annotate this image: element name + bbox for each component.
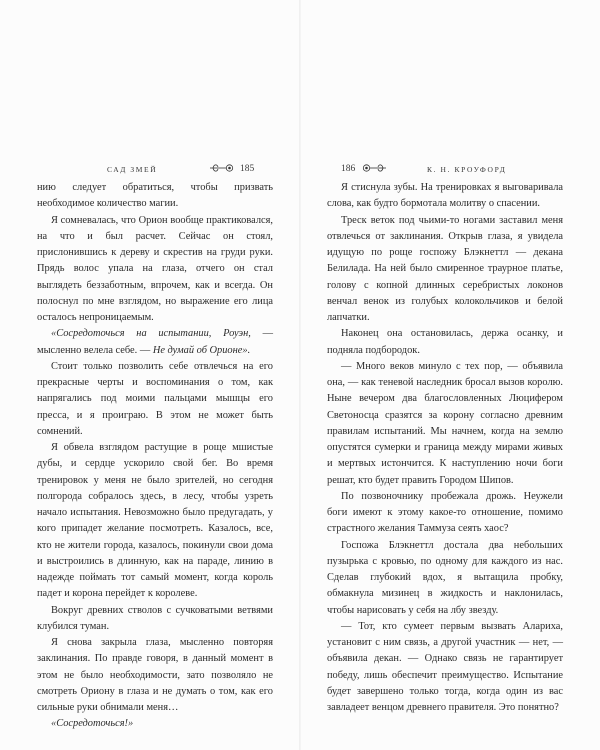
paragraph: Госпожа Блэкнеттл достала два небольших пузырька с кровью, по одному для каждого из нас. Сделав глубокий вдох, я вытащила пробку, обмакнула мизинец в жидкость и наклонилась, чтобы нарисовать у себя на лбу звезду.: [327, 539, 563, 616]
right-page-header: [327, 162, 563, 180]
paragraph-text: — мысленно велела себе. —: [37, 328, 273, 356]
paragraph: [37, 716, 273, 732]
paragraph: Стоит только позволить себе отвлечься на его прекрасные черты и воспоминания о том, как напрягались под моими пальцами мышцы его пресса, и я проиграю. В этом не может быть сомнений.: [37, 360, 273, 437]
right-page-body: [327, 180, 563, 716]
right-page: [327, 162, 563, 716]
italic-thought: «Сосредоточься!»: [51, 718, 134, 730]
paragraph: Треск веток под чьими-то ногами заставил меня отвлечься от заклинания. Открыв глаза, я увидела идущую по роще госпожу Блэкнеттл — декана Белилада. На ней было смиренное траурное платье, голову с копной длинных серебристых локонов венчал венок из голубых колокольчиков и белой лапчатки.: [327, 214, 563, 323]
left-page: [37, 162, 273, 733]
paragraph: нию следует обратиться, чтобы призвать необходимое количество магии.: [37, 182, 273, 210]
book-gutter: [299, 0, 301, 750]
paragraph: Я снова закрыла глаза, мысленно повторяя заклинания. По правде говоря, в данный момент в этом не было необходимости, зато позволяло не смотреть Ориону в глаза и не думать о том, как его сильные руки обнимали меня…: [37, 637, 273, 713]
paragraph: Наконец она остановилась, держа осанку, и подняла подбородок.: [327, 328, 563, 356]
page-number: 185: [240, 164, 255, 174]
paragraph: Я обвела взглядом растущие в роще мшистые дубы, и сердце ускорило свой бег. Во время тренировок у меня не было зрителей, но сегодня полгорода собралось здесь, в лесу, чтобы узреть начало испытания. Невозможно было предугадать, у кого припадет желание посмотреть. Казалось, все, кто не жители города, казалось, покинули свои дома и выстроились в длинную, как на параде, линию в надежде поймать тот самый момент, когда король падет и корона перейдет к королеве.: [37, 442, 273, 600]
paragraph: Вокруг древних стволов с сучковатыми ветвями клубился туман.: [37, 604, 273, 632]
paragraph: — Много веков минуло с тех пор, — объявила она, — как теневой наследник бросал вызов королю. Ныне вечером два благословленных Люцифером Светоносца сразятся за корону согласно древним правилам испытаний. Мы начнем, когда на землю опустятся сумерки и граница между мирами живых и мертвых истончится. К наступлению ночи боги решат, кто будет править Городом Шипов.: [327, 360, 563, 486]
italic-thought: «Сосредоточься на испытании, Роуэн,: [51, 328, 251, 340]
flourish-ornament-icon: [209, 163, 235, 173]
paragraph: Я стиснула зубы. На тренировках я выговаривала слова, как будто бормотала молитву о спасении.: [327, 182, 563, 210]
paragraph: Я сомневалась, что Орион вообще практиковался, на что и был расчет. Сейчас он стоял, прислонившись к дереву и скрестив на груди руки. Прядь волос упала на глаза, отчего он стал выглядеть беззаботным, впрочем, как и всегда. Он полоснул по мне взглядом, но выражение его лица осталось непроницаемым.: [37, 214, 273, 323]
paragraph: — Тот, кто сумеет первым вызвать Алариха, установит с ним связь, а другой участник — нет, — объявила декан. — Однако связь не гарантирует победу, лишь обеспечит преимущество. Испытание будет завершено только тогда, когда один из вас завладеет венцом древнего правителя. Это понятно?: [327, 620, 563, 713]
running-title: К. Н. КРОУФОРД: [427, 165, 507, 174]
paragraph: По позвоночнику пробежала дрожь. Неужели боги имеют к этому какое-то отношение, помимо страстного желания Таммуза сеять хаос?: [327, 490, 563, 535]
left-page-header: [37, 162, 273, 180]
left-page-body: [37, 180, 273, 733]
page-number: 186: [341, 164, 356, 174]
running-title: САД ЗМЕЙ: [107, 165, 158, 174]
italic-thought: Не думай об Орионе».: [152, 344, 251, 356]
paragraph: [37, 326, 273, 359]
flourish-ornament-icon: [361, 163, 387, 173]
